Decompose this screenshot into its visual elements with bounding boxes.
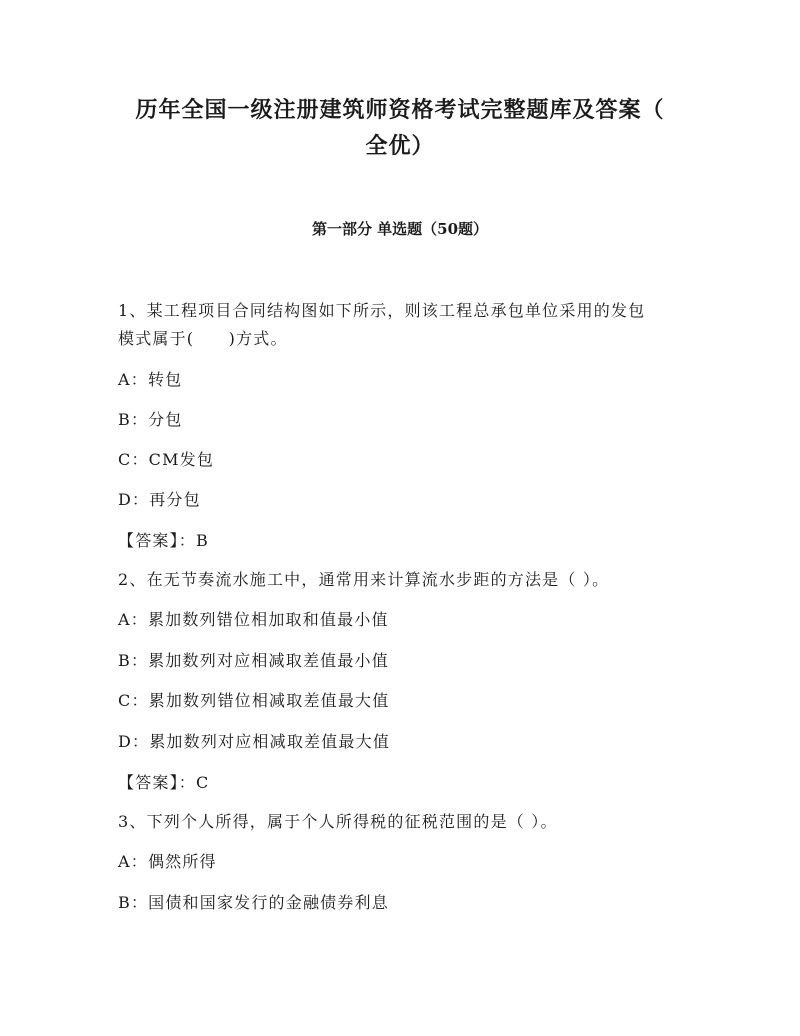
question-3-option-b: B：国债和国家发行的金融债券利息 bbox=[118, 893, 389, 912]
question-1-answer: 【答案】：B bbox=[118, 531, 209, 550]
question-1-stem-line-1: 1、某工程项目合同结构图如下所示，则该工程总承包单位采用的发包 bbox=[118, 301, 646, 320]
question-2-answer: 【答案】：C bbox=[118, 773, 210, 792]
question-3-stem: 3、下列个人所得，属于个人所得税的征税范围的是（ ）。 bbox=[118, 812, 558, 831]
question-2-stem: 2、在无节奏流水施工中，通常用来计算流水步距的方法是（ ）。 bbox=[118, 570, 610, 589]
question-1-option-d: D：再分包 bbox=[118, 490, 201, 509]
question-2-option-c: C：累加数列错位相减取差值最大值 bbox=[118, 691, 390, 710]
section-heading: 第一部分 单选题（50题） bbox=[311, 220, 489, 238]
question-3-option-a: A：偶然所得 bbox=[118, 852, 217, 871]
question-1-option-b: B：分包 bbox=[118, 410, 183, 429]
question-1-stem-line-2: 模式属于( )方式。 bbox=[118, 329, 288, 348]
question-2-option-d: D：累加数列对应相减取差值最大值 bbox=[118, 732, 391, 751]
document-title-line-2: 全优） bbox=[365, 133, 435, 159]
question-2-option-a: A：累加数列错位相加取和值最小值 bbox=[118, 610, 389, 629]
question-1-option-c: C：CM发包 bbox=[118, 450, 215, 469]
document-title-line-1: 历年全国一级注册建筑师资格考试完整题库及答案（ bbox=[135, 97, 665, 123]
question-1-option-a: A：转包 bbox=[118, 370, 183, 389]
question-2-option-b: B：累加数列对应相减取差值最小值 bbox=[118, 651, 389, 670]
